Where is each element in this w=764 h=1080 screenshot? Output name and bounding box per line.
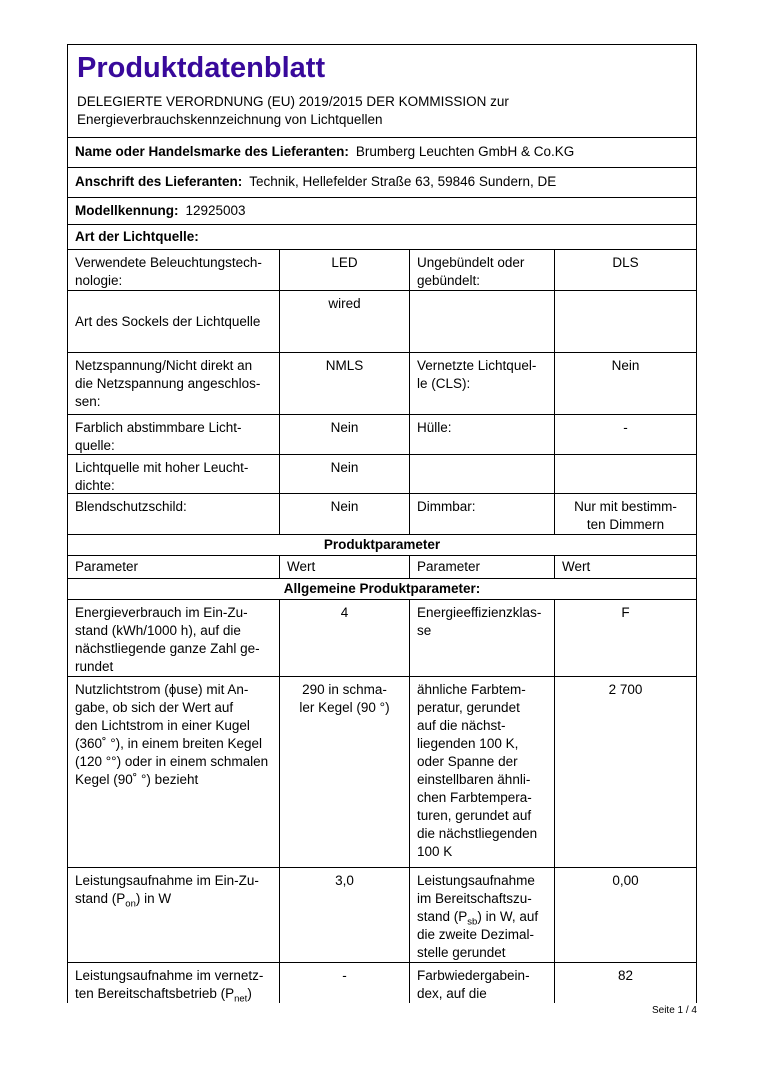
param-value-cell: NMLS [279, 353, 409, 414]
row-beleuchtungstechnologie [68, 250, 696, 291]
row-leistungsaufnahme-vernetzt [68, 963, 696, 1003]
sockel-label-part1: Art des Sockels der Lichtquelle [75, 314, 261, 329]
param-value-cell: 290 in schma- ler Kegel (90 °) [279, 677, 409, 867]
param-label-cell: Hülle: [409, 415, 554, 454]
light-source-type-label: Art der Lichtquelle: [75, 229, 199, 244]
column-header-parameter: Parameter [409, 556, 554, 578]
supplier-name-label: Name oder Handelsmarke des Lieferanten: [75, 144, 349, 159]
model-id-row [68, 198, 696, 225]
param-label-cell: Leistungsaufnahme im Ein-Zu- stand $(P_{on})$ in W [75, 873, 259, 910]
param-value-cell: 4 [279, 600, 409, 676]
param-value-cell: wired [279, 291, 409, 352]
row-energieverbrauch [68, 600, 696, 677]
param-value-cell: Nur mit bestimm- ten Dimmern [554, 494, 696, 534]
param-value-cell: - [554, 415, 696, 454]
title-block [68, 45, 696, 138]
row-nutzlichtstrom [68, 677, 696, 868]
supplier-address-value: Technik, Hellefelder Straße 63, 59846 Sundern, DE [249, 174, 557, 189]
param-value-cell: F [554, 600, 696, 676]
param-label-cell: Lichtquelle mit hoher Leucht- dichte: [75, 460, 249, 493]
param-label-cell: Energieverbrauch im Ein-Zu- stand (kWh/1000 h), auf die nächstliegende ganze Zahl ge- rundet [75, 605, 260, 674]
param-value-cell: Nein [279, 455, 409, 493]
document-subtitle: DELEGIERTE VERORDNUNG (EU) 2019/2015 DER KOMMISSION zur Energieverbrauchskennzeichnung von Lichtquellen [77, 94, 509, 127]
supplier-address-row [68, 168, 696, 198]
param-value-cell [554, 455, 696, 493]
param-value-cell: Nein [554, 353, 696, 414]
column-header-wert: Wert [279, 556, 409, 578]
param-value-cell: 2 700 [554, 677, 696, 867]
param-label-cell: Farblich abstimmbare Licht- quelle: [75, 420, 242, 453]
column-header-parameter: Parameter [75, 559, 139, 574]
param-value-cell: 82 [554, 963, 696, 1003]
param-label-cell: Ungebündelt oder gebündelt: [409, 250, 554, 290]
param-label-cell: Vernetzte Lichtquel- le (CLS): [409, 353, 554, 414]
param-table-header-row [68, 556, 696, 579]
param-value-cell: Nein [279, 494, 409, 534]
model-id-label: Modellkennung: [75, 203, 179, 218]
param-label-cell: Blendschutzschild: [75, 499, 187, 514]
supplier-name-row [68, 138, 696, 168]
param-label-cell [409, 291, 554, 352]
supplier-address-label: Anschrift des Lieferanten: [75, 174, 243, 189]
param-label-cell: Netzspannung/Nicht direkt an die Netzspannung angeschlos- sen: [75, 358, 261, 409]
param-value-cell: Nein [279, 415, 409, 454]
row-farblich-abstimmbar [68, 415, 696, 455]
model-id-value: 12925003 [185, 203, 246, 218]
param-value-cell: DLS [554, 250, 696, 290]
param-value-cell: 3,0 [279, 868, 409, 962]
row-leistungsaufnahme-ein-zustand [68, 868, 696, 963]
param-label-cell [409, 455, 554, 493]
param-label-cell: Leistungsaufnahme im Bereitschaftszu- stand $(P_{sb})$ in W, auf die zweite Dezimal- stelle gerundet [409, 868, 554, 962]
light-source-type-row [68, 225, 696, 250]
datasheet-table [67, 44, 697, 1003]
page-indicator: Seite 1 / 4 [651, 1005, 697, 1016]
param-value-cell: - [279, 963, 409, 1003]
param-label-cell: Dimmbar: [409, 494, 554, 534]
row-leuchtdichte [68, 455, 696, 494]
section-produktparameter: Produktparameter [68, 535, 696, 556]
param-label-cell: Farbwiedergabein- dex, auf die [409, 963, 554, 1003]
param-value-cell: LED [279, 250, 409, 290]
document-title: Produktdatenblatt [77, 52, 326, 84]
supplier-name-value: Brumberg Leuchten GmbH & Co.KG [355, 144, 575, 159]
param-label-cell: Energieeffizienzklas- se [409, 600, 554, 676]
param-label-cell: Nutzlichtstrom (ϕuse) mit An- gabe, ob sich der Wert auf den Lichtstrom in einer Kugel (360˚ °), in einem breiten Kegel (120 °°) oder in einem schmalen Kegel (90˚ °) bezieht [75, 682, 269, 787]
param-value-cell: 0,00 [554, 868, 696, 962]
column-header-wert: Wert [554, 556, 696, 578]
param-value-cell [554, 291, 696, 352]
param-label-cell: Verwendete Beleuchtungstech- nologie: [75, 255, 262, 288]
row-netzspannung [68, 353, 696, 415]
param-label-cell [68, 291, 279, 352]
row-sockel [68, 291, 696, 353]
row-blendschutzschild [68, 494, 696, 535]
param-label-cell: Leistungsaufnahme im vernetz- ten Bereitschaftsbetrieb $(P_{net})$ [75, 968, 264, 1003]
param-label-cell: ähnliche Farbtem- peratur, gerundet auf die nächst- liegenden 100 K, oder Spanne der einstellbaren ähnli- chen Farbtempera- turen, gerundet auf die nächstliegenden 100 K [409, 677, 554, 867]
section-allgemeine-produktparameter: Allgemeine Produktparameter: [68, 579, 696, 600]
